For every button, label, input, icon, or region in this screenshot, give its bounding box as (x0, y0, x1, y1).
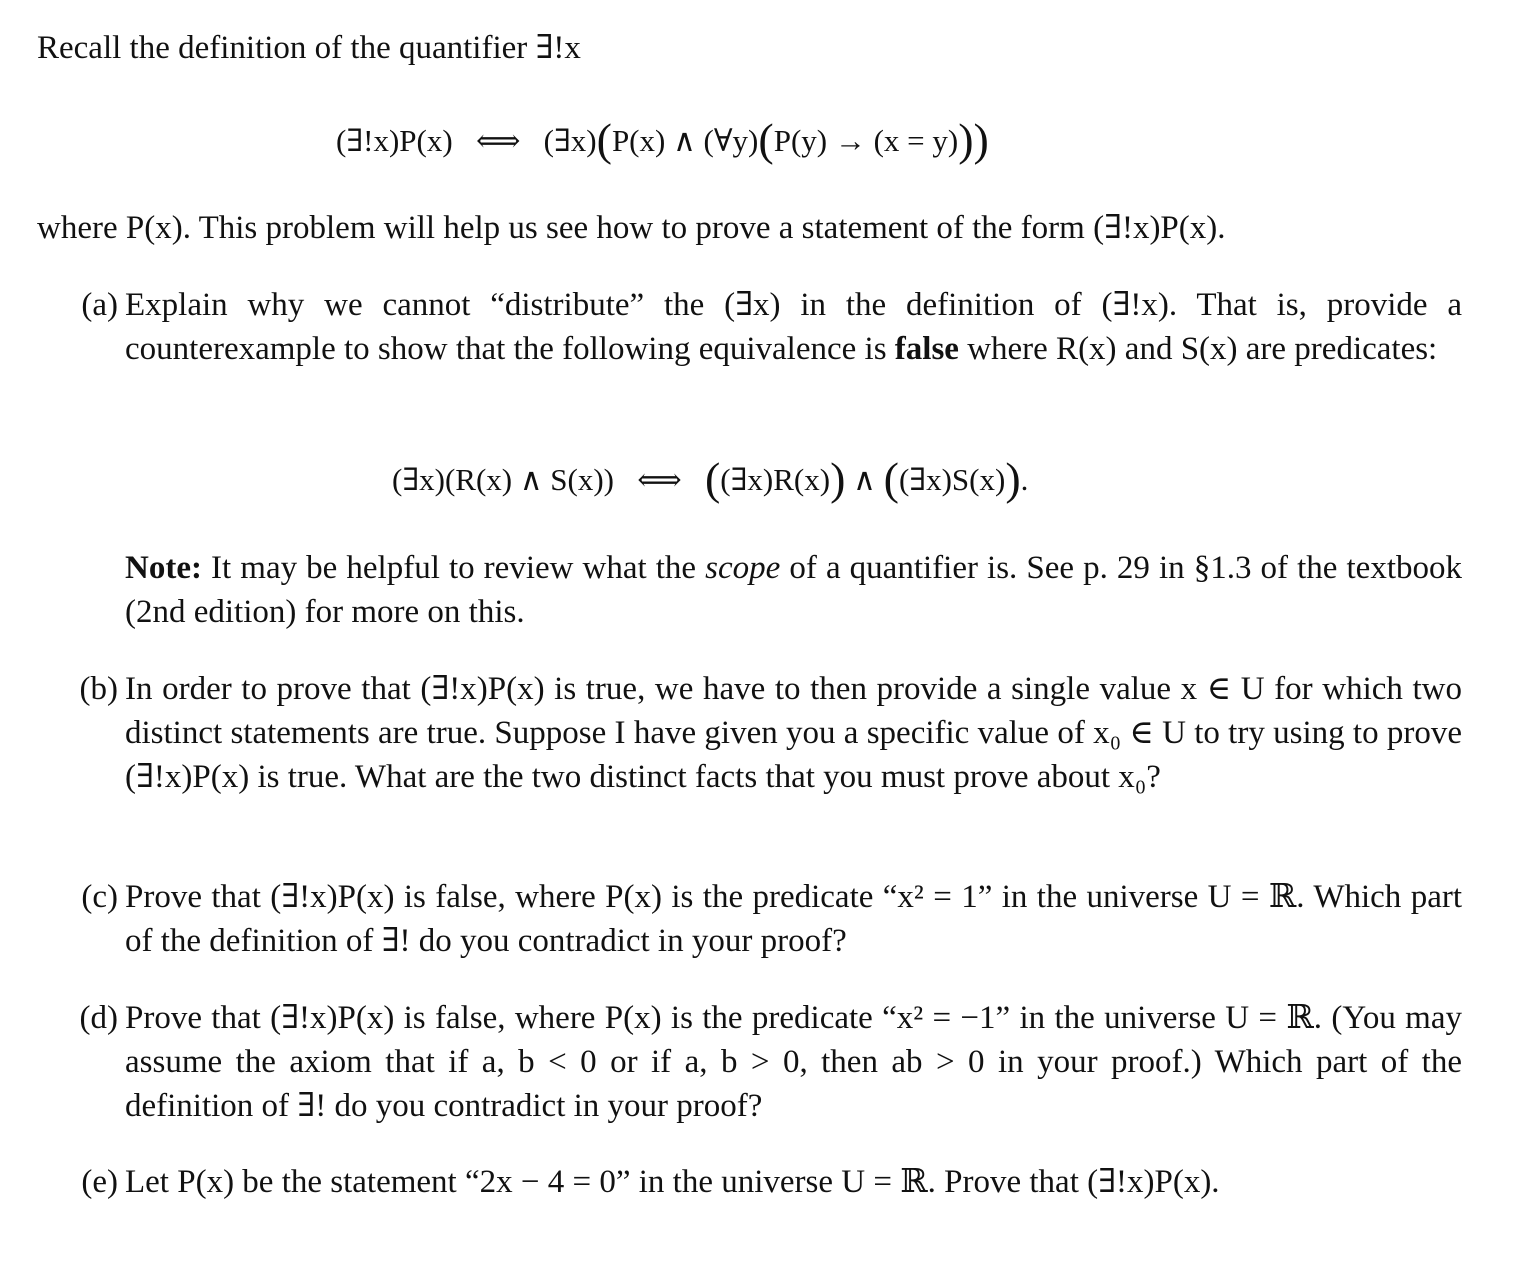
big-paren: ( (596, 114, 612, 165)
where-text: where P(x). This problem will help us see how to prove a statement of the form (∃!x)P(x). (37, 210, 1226, 246)
note-label: Note: (125, 550, 202, 586)
big-paren: ) (1005, 453, 1021, 504)
intro-text: Recall the definition of the quantifier ∃!x (37, 30, 581, 66)
definition-equation (336, 114, 989, 165)
part-label: (d) (79, 1000, 118, 1036)
definition-rhs-inner: P(y) → (x = y) (773, 123, 959, 158)
and-symbol: ∧ (853, 462, 876, 497)
iff-symbol: ⟺ (637, 462, 682, 497)
distribute-rhs-1: (∃x)R(x) (720, 462, 831, 497)
part-b-text: In order to prove that (∃!x)P(x) is true, we have to then provide a single value x ∈ U for which two distinct statements are true. Suppose I have given you a specific value of x₀ ∈ U to try using to prove (∃!x)P(x) is true. What are the two distinct facts that you must prove about x₀? (125, 671, 1462, 795)
distribute-rhs-2: (∃x)S(x) (898, 462, 1006, 497)
big-paren: ( (704, 453, 721, 504)
definition-rhs-body: P(x) ∧ (∀y) (611, 123, 759, 158)
problem-part-c (58, 875, 1462, 963)
note-paragraph: Note: It may be helpful to review what the scope of a quantifier is. See p. 29 in §1.3 of the textbook (2nd edition) for more on this. (125, 550, 1463, 630)
part-label: (a) (81, 287, 118, 323)
part-label: (b) (79, 671, 118, 707)
big-paren: )) (958, 114, 989, 165)
distribute-lhs: (∃x)(R(x) ∧ S(x)) (392, 462, 615, 497)
iff-symbol: ⟺ (475, 123, 521, 158)
part-a-text: Explain why we cannot “distribute” the (∃x) in the definition of (∃!x). That is, provide a counterexample to show that the following equivalence is false where R(x) and S(x) are predicates: (125, 287, 1462, 367)
part-label: (e) (81, 1164, 118, 1200)
big-paren: ) (830, 453, 846, 504)
bold-false: false (894, 331, 959, 367)
problem-part-e (58, 1160, 1462, 1204)
problem-part-a (58, 283, 1462, 371)
part-label: (c) (81, 879, 118, 915)
big-paren: ( (883, 453, 899, 504)
definition-rhs-quantifier: (∃x) (543, 123, 597, 158)
scope-italic: scope (705, 550, 781, 586)
definition-lhs: (∃!x)P(x) (336, 123, 453, 158)
part-c-text: Prove that (∃!x)P(x) is false, where P(x) is the predicate “x² = 1” in the universe U = ℝ. Which part of the definition of ∃! do you contradict in your proof? (125, 879, 1462, 959)
problem-part-b (58, 667, 1462, 799)
problem-part-d (58, 996, 1462, 1128)
part-d-text: Prove that (∃!x)P(x) is false, where P(x) is the predicate “x² = −1” in the universe U = ℝ. (You may assume the axiom that if a, b < 0 or if a, b > 0, then ab > 0 in your proof.) Which part of the definition of ∃! do you contradict in your proof? (125, 1000, 1462, 1124)
part-e-text: Let P(x) be the statement “2x − 4 = 0” in the universe U = ℝ. Prove that (∃!x)P(x). (125, 1164, 1220, 1200)
distribute-equation: (∃x)(R(x) ∧ S(x)) ⟺ ((∃x)R(x)) ∧ ((∃x)S(x)). (392, 453, 1029, 504)
big-paren: ( (758, 114, 774, 165)
